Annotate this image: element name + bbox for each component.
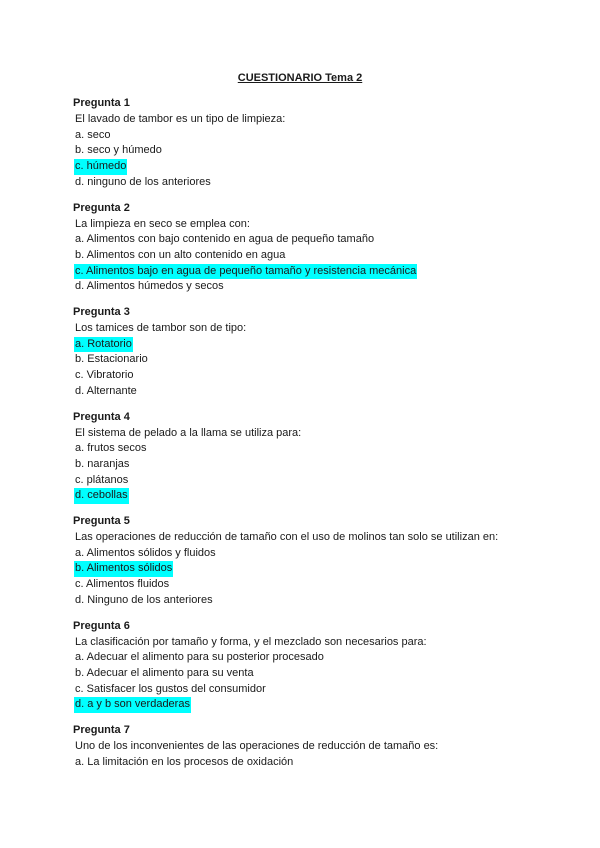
highlighted-answer-option <box>73 561 553 577</box>
answer-option-text: b. naranjas <box>75 457 130 470</box>
answer-option-text: d. ninguno de los anteriores <box>75 175 211 188</box>
answer-option-text: b. Estacionario <box>75 353 148 366</box>
answer-option-text: a. seco <box>75 128 111 141</box>
page-title: CUESTIONARIO Tema 2 <box>237 72 363 84</box>
answer-option <box>73 248 553 264</box>
answer-option <box>73 384 553 400</box>
question-heading: Pregunta 3 <box>73 306 130 319</box>
question-heading: Pregunta 2 <box>73 201 130 214</box>
question-text: El lavado de tambor es un tipo de limpieza: <box>75 113 286 125</box>
answer-option-text: d. cebollas <box>74 488 129 504</box>
answer-option-text: d. Alternante <box>75 384 137 397</box>
answer-option-text: d. Ninguno de los anteriores <box>75 593 213 606</box>
question-heading: Pregunta 1 <box>73 97 130 109</box>
answer-option-text: a. Alimentos con bajo contenido en agua de pequeño tamaño <box>75 233 375 246</box>
highlighted-answer-option <box>73 159 553 175</box>
answer-option <box>73 755 553 771</box>
highlighted-answer-option <box>73 264 553 280</box>
answer-option-text: c. húmedo <box>74 159 127 175</box>
answer-option-text: a. La limitación en los procesos de oxidación <box>75 755 294 768</box>
question-block <box>73 410 553 505</box>
answer-option <box>73 143 553 159</box>
question-block <box>73 201 553 296</box>
question-text: La limpieza en seco se emplea con: <box>75 217 250 230</box>
answer-option <box>73 473 553 489</box>
question-heading: Pregunta 6 <box>73 619 130 632</box>
question-block <box>73 514 553 609</box>
answer-option-text: b. Adecuar el alimento para su venta <box>75 666 254 679</box>
question-text: La clasificación por tamaño y forma, y el mezclado son necesarios para: <box>75 635 427 648</box>
answer-option <box>73 682 553 698</box>
highlighted-answer-option <box>73 488 553 504</box>
question-block <box>73 723 553 770</box>
answer-option-text: c. Alimentos fluidos <box>75 578 170 591</box>
highlighted-answer-option <box>73 337 553 353</box>
answer-option-text: d. Alimentos húmedos y secos <box>75 280 224 293</box>
answer-option <box>73 666 553 682</box>
answer-option <box>73 593 553 609</box>
answer-option <box>73 128 553 144</box>
answer-option-text: a. frutos secos <box>75 442 147 455</box>
answer-option-text: c. Vibratorio <box>75 369 134 382</box>
answer-option <box>73 368 553 384</box>
answer-option-text: d. a y b son verdaderas <box>74 697 191 713</box>
question-text: Los tamices de tambor son de tipo: <box>75 322 247 335</box>
answer-option-text: b. Alimentos sólidos <box>74 561 173 577</box>
question-text: Uno de los inconvenientes de las operaciones de reducción de tamaño es: <box>75 740 439 753</box>
answer-option <box>73 352 553 368</box>
answer-option <box>73 650 553 666</box>
answer-option <box>73 546 553 562</box>
question-block <box>73 96 553 191</box>
answer-option-text: c. Alimentos bajo en agua de pequeño tamaño y resistencia mecánica <box>74 264 417 280</box>
question-block <box>73 305 553 400</box>
question-list <box>73 96 553 781</box>
highlighted-answer-option <box>73 697 553 713</box>
question-heading: Pregunta 7 <box>73 724 130 737</box>
answer-option-text: b. seco y húmedo <box>75 144 162 157</box>
answer-option <box>73 457 553 473</box>
question-block <box>73 619 553 714</box>
answer-option-text: c. Satisfacer los gustos del consumidor <box>75 682 266 695</box>
answer-option <box>73 279 553 295</box>
answer-option-text: c. plátanos <box>75 473 129 486</box>
answer-option-text: a. Alimentos sólidos y fluidos <box>75 546 216 559</box>
answer-option <box>73 232 553 248</box>
question-text: Las operaciones de reducción de tamaño con el uso de molinos tan solo se utilizan en: <box>75 531 499 544</box>
answer-option <box>73 175 553 191</box>
question-text: El sistema de pelado a la llama se utiliza para: <box>75 426 302 439</box>
answer-option-text: a. Adecuar el alimento para su posterior procesado <box>75 651 324 664</box>
answer-option <box>73 577 553 593</box>
question-heading: Pregunta 4 <box>73 410 130 423</box>
answer-option <box>73 441 553 457</box>
question-heading: Pregunta 5 <box>73 515 130 528</box>
answer-option-text: b. Alimentos con un alto contenido en agua <box>75 248 286 261</box>
answer-option-text: a. Rotatorio <box>74 337 133 353</box>
